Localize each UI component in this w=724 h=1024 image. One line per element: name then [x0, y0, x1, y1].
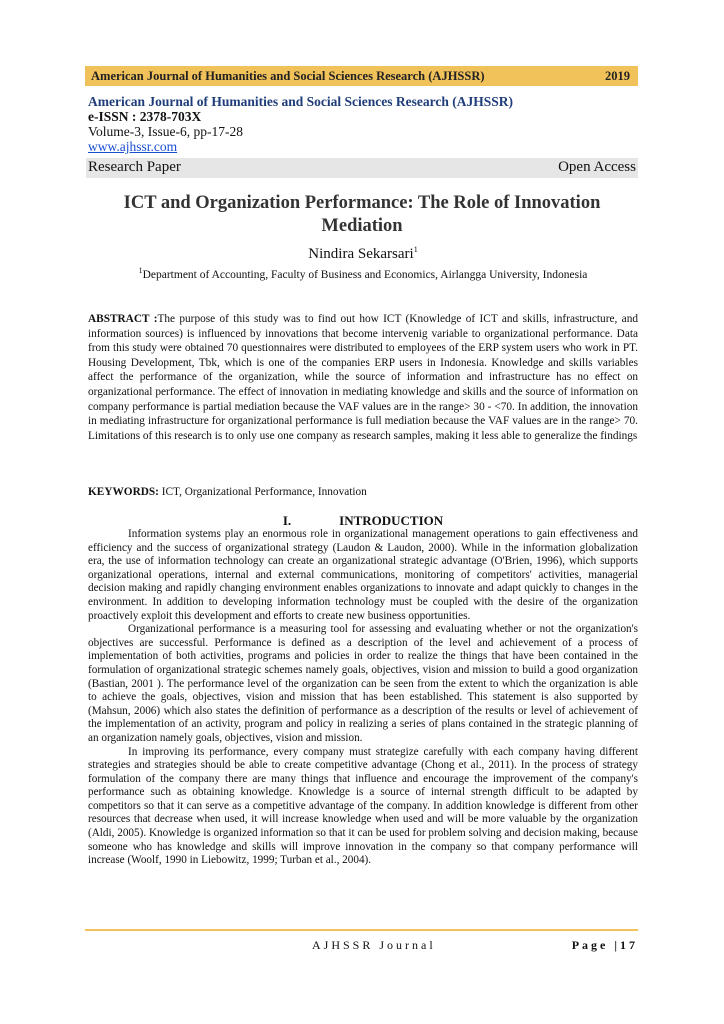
section-heading [88, 513, 638, 529]
page-number: Page |17 [571, 938, 638, 952]
introduction-body [88, 528, 638, 868]
section-number: I. [282, 513, 292, 528]
paper-title: ICT and Organization Performance: The Role of Innovation Mediation [123, 193, 601, 236]
paragraph: Information systems play an enormous role in organizational management operations to gain effectiveness and efficiency and the success of organizational strategy (Laudon & Laudon, 2000). While in the information globalization era, the use of information technology can create an organizational strategic advantage (O'Brien, 1996), which supports organizational operations, internal and external communications, monitoring of competitors' activities, managerial decision making and rapidly changing environment enables organizations to innovate and adapt quickly to changes in the environment. In addition to developing information technology must be coupled with the desire of the organization proactively exploit this development and efforts to create new business opportunities. [88, 528, 638, 622]
keywords-label: KEYWORDS: [88, 486, 159, 498]
journal-website-link[interactable]: www.ajhssr.com [88, 139, 178, 154]
keywords [88, 486, 638, 498]
affiliation-text: Department of Accounting, Faculty of Business and Economics, Airlangga University, Indonesia [142, 268, 588, 281]
author-line [88, 245, 638, 263]
access-type: Open Access [558, 159, 636, 175]
journal-header-year: 2019 [605, 69, 630, 83]
journal-volume: Volume-3, Issue-6, pp-17-28 [88, 124, 243, 139]
affiliation-line [88, 266, 638, 281]
footer-journal: AJHSSR Journal [312, 938, 436, 952]
paragraph: In improving its performance, every company must strategize carefully with each company having different strategies and strategies should be able to create competitive advantage (Chong et al., 2011). In the process of strategy formulation of the company there are many things that influence and encourage the improvement of the company's performance such as obtaining knowledge. Knowledge is a source of internal strength difficult to be adapted by competitors so that it can serve as a competitive advantage of the company. In addition knowledge is different from other resources that decrease when used, it will increase knowledge when used and will be more valuable by the organization (Aldi, 2005). Knowledge is organized information so that it can be used for problem solving and decision making, because someone who has knowledge and skills will improve innovation in the company so that company performance will increase (Woolf, 1990 in Liebowitz, 1999; Turban et al., 2004). [88, 745, 638, 867]
journal-header-band [85, 66, 638, 86]
article-type-bar [86, 158, 638, 178]
abstract-text: The purpose of this study was to find out how ICT (Knowledge of ICT and skills, infrastructure, and information sources) is influenced by innovations that become intervenig variable to organizational performance. Data from this study were obtained 70 questionnaires were distributed to employees of the ERP system users who work in PT. Housing Development, Tbk, which is one of the companies ERP users in Indonesia. Knowledge and skills variables affect the performance of the organization, while the source of information and infrastructure has no effect on organizational performance. The effect of innovation in mediating knowledge and skills and the source of information on company performance is partial mediation because the VAF values are in the range> 30 - <70. In addition, the innovation in mediating infrastructure for organizational performance is full mediation because the VAF values are in the range> 70. Limitations of this research is to only use one company as research samples, making it less able to generalize the findings [88, 313, 638, 442]
article-type: Research Paper [88, 159, 181, 175]
section-title: INTRODUCTION [339, 513, 444, 528]
affiliation-superscript: 1 [138, 266, 143, 275]
journal-title: American Journal of Humanities and Social Sciences Research (AJHSSR) [88, 94, 513, 109]
author-superscript: 1 [413, 245, 418, 254]
abstract-label: ABSTRACT : [88, 313, 158, 325]
abstract [88, 312, 638, 443]
footer-rule [85, 929, 638, 931]
journal-issn: e-ISSN : 2378-703X [88, 109, 202, 124]
keywords-text: ICT, Organizational Performance, Innovation [158, 486, 367, 498]
journal-meta [88, 94, 638, 154]
author-name: Nindira Sekarsari [308, 246, 414, 262]
paragraph: Organizational performance is a measuring tool for assessing and evaluating whether or not the organization's objectives are successful. Performance is defined as a description of the level and achievement of a process of implementation of both activities, programs and policies in order to realize the things that have been contained in the formulation of organizational strategic schemes namely goals, objectives, vision and mission to build a good organization (Bastian, 2001 ). The performance level of the organization can be seen from the extent to which the organization is able to achieve the goals, objectives, vision and mission that has been established. This statement is also supported by (Mahsun, 2006) which also states the definition of performance as a description of the results or level of achievement of the implementation of an activity, program and policy in realizing a series of plans contained in the strategic planning of an organization namely goals, objectives, vision and mission. [88, 623, 638, 744]
journal-header-title: American Journal of Humanities and Social Sciences Research (AJHSSR) [91, 69, 485, 83]
